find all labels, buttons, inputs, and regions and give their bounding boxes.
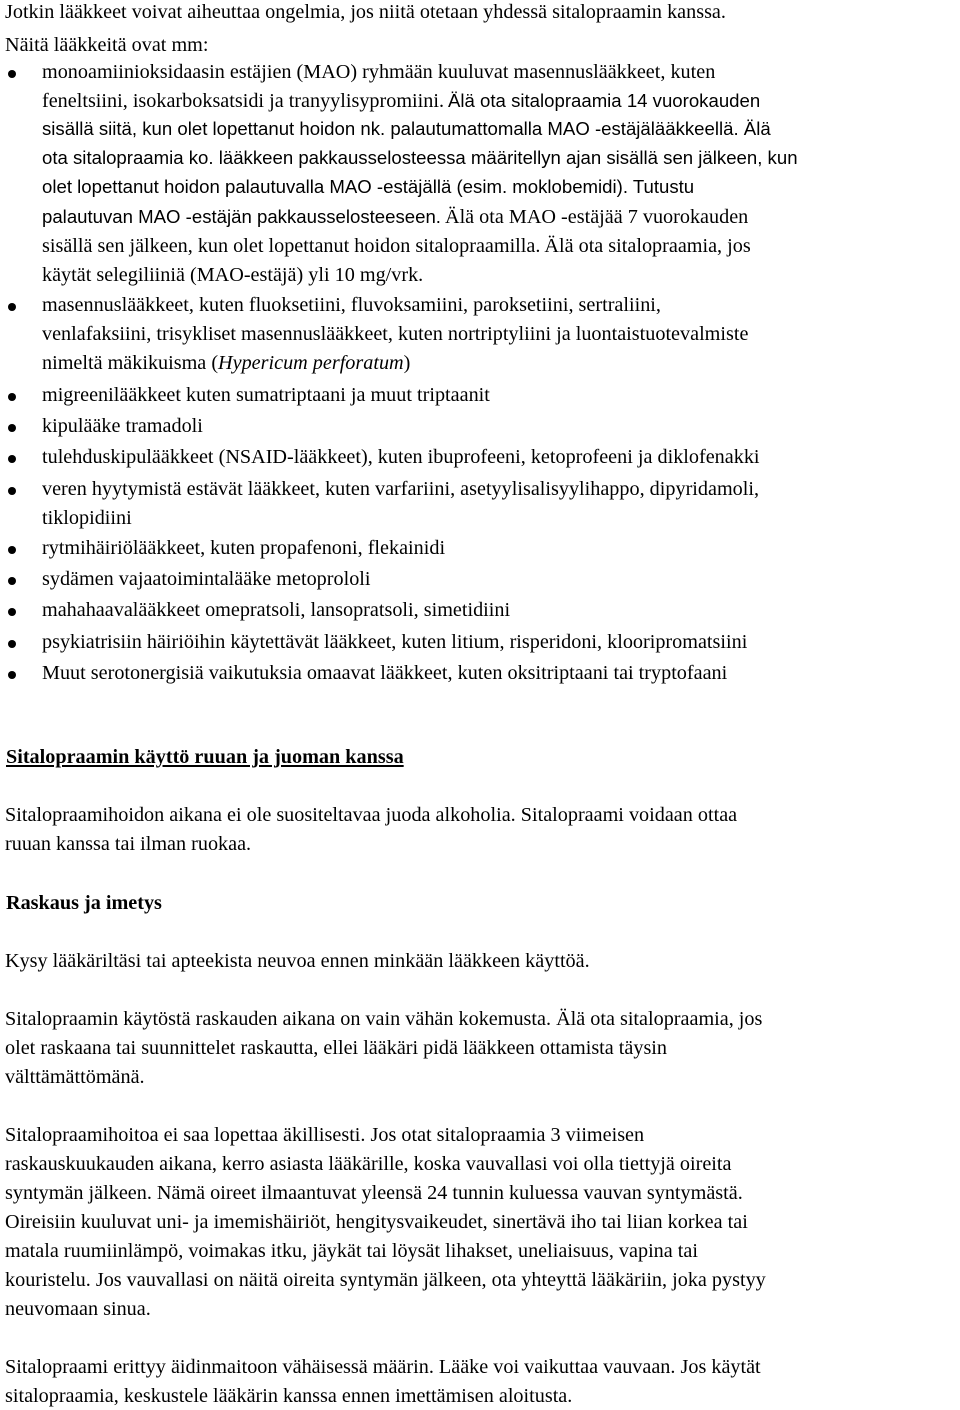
bullet-icon (8, 546, 16, 554)
section-heading-food: Sitalopraamin käyttö ruuan ja juoman kanssa (6, 746, 404, 768)
mao-line-4: ota sitalopraamia ko. lääkkeen pakkausselosteessa määritellyn ajan sisällä sen jälkeen, kun (42, 147, 798, 168)
food-line-1: Sitalopraamihoidon aikana ei ole suositeltavaa juoda alkoholia. Sitalopraami voidaan ottaa (5, 804, 738, 826)
ssri-line-3: nimeltä mäkikuisma (Hypericum perforatum) (42, 352, 411, 374)
mao-line-1: monoamiinioksidaasin estäjien (MAO) ryhmään kuuluvat masennuslääkkeet, kuten (42, 61, 716, 83)
ssri-line-1: masennuslääkkeet, kuten fluoksetiini, fluvoksamiini, paroksetiini, sertraliini, (42, 294, 661, 316)
ssri-line-2: venlafaksiini, trisykliset masennuslääkkeet, kuten nortriptyliini ja luontaistuotevalmiste (42, 323, 749, 345)
bullet-icon (8, 671, 16, 679)
bullet-icon (8, 577, 16, 585)
bullet-icon (8, 70, 16, 78)
bullet-icon (8, 455, 16, 463)
bullet-icon (8, 608, 16, 616)
mao-line-5: olet lopettanut hoidon palautuvalla MAO -estäjällä (esim. moklobemidi). Tutustu (42, 176, 695, 197)
bullet-icon (8, 424, 16, 432)
bullet-icon (8, 303, 16, 311)
mao-line-8: käytät selegiliiniä (MAO-estäjä) yli 10 mg/vrk. (42, 264, 424, 286)
document-page: Jotkin lääkkeet voivat aiheuttaa ongelmia, jos niitä otetaan yhdessä sitalopraamin kanssa. Näitä lääkkeitä ovat mm: monoamiinioksidaasin estäjien (MAO) ryhmään kuuluvat masennuslääkkeet, kuten feneltsiini, isokarboksatsidi ja tranyylisypromiini. Älä ota sitalopraamia 14 vuorokauden sisällä siitä, kun olet lopettanut hoidon nk. palautumattomalla MAO -estäjälääkkeellä. Älä ota sitalopraamia ko. lääkkeen pakkausselosteessa määritellyn ajan sisällä sen jälkeen, kun olet lopettanut hoidon palautuvalla MAO -estäjällä (esim. moklobemidi). Tutustu palautuvan MAO -estäjän pakkausselosteeseen. Älä ota MAO -estäjää 7 vuorokauden sisällä sen jälkeen, kun olet lopettanut hoidon sitalopraamilla. Älä ota sitalopraamia, jos käytät selegiliiniä (MAO-estäjä) yli 10 mg/vrk. masennuslääkkeet, kuten fluoksetiini, fluvoksamiini, paroksetiini, sertraliini, venlafaksiini, trisykliset masennuslääkkeet, kuten nortriptyliini ja luontaistuotevalmiste nimeltä mäkikuisma (Hypericum perforatum) migreenilääkkeet kuten sumatriptaani ja muut triptaanit kipulääke tramadoli tulehduskipulääkkeet (NSAID-lääkkeet), kuten ibuprofeeni, ketoprofeeni ja diklofenakki veren hyytymistä estävät lääkkeet, kuten varfariini, asetyylisalisyylihappo, dipyridamoli, tiklopidiini rytmihäiriölääkkeet, kuten propafenoni, flekainidi sydämen vajaatoimintalääke metoprololi mahahaavalääkkeet omepratsoli, lansopratsoli, simetidiini psykiatrisiin häiriöihin käytettävät lääkkeet, kuten litium, risperidoni, klooripromatsiini Muut serotonergisiä vaikutuksia omaavat lääkkeet, kuten oksitriptaani tai tryptofaani Sitalopraamin käyttö ruuan ja juoman kanssa Sitalopraamihoidon aikana ei ole suositeltavaa juoda alkoholia. Sitalopraami voidaan ottaa ruuan kanssa tai ilman ruokaa. Raskaus ja imetys Kysy lääkäriltäsi tai apteekista neuvoa ennen minkään lääkkeen käyttöä. Sitalopraamin käytöstä raskauden aikana on vain vähän kokemusta. Älä ota sitalopraamia, jos olet raskaana tai suunnittelet raskautta, ellei lääkäri pidä lääkkeen ottamista täysin välttämättömänä. Sitalopraamihoitoa ei saa lopettaa äkillisesti. Jos otat sitalopraamia 3 viimeisen raskauskuukauden aikana, kerro asiasta lääkärille, koska vauvallasi voi olla tiettyjä oireita syntymän jälkeen. Nämä oireet ilmaantuvat yleensä 24 tunnin kuluessa vauvan syntymästä. Oireisiin kuuluvat uni- ja imemishäiriöt, hengitysvaikeudet, sinertävä iho tai liian korkea tai matala ruumiinlämpö, voimakas itku, jäykät tai löysät lihakset, uneliaisuus, vapina tai kouristelu. Jos vauvallasi on näitä oireita syntymän jälkeen, ota yhteyttä lääkäriin, joka pystyy neuvomaan sinua. Sitalopraami erittyy äidinmaitoon vähäisessä määrin. Lääke voi vaikuttaa vauvaan. Jos käytät sitalopraamia, keskustele lääkärin kanssa ennen imettämisen aloitusta. (5, 1, 798, 1407)
intro-line-2: Näitä lääkkeitä ovat mm: (5, 34, 209, 56)
mao-line-2: feneltsiini, isokarboksatsidi ja tranyylisypromiini. Älä ota sitalopraamia 14 vuorokauden (42, 90, 761, 112)
mao-line-6: palautuvan MAO -estäjän pakkausselosteeseen. Älä ota MAO -estäjää 7 vuorokauden (42, 206, 749, 228)
mao-line-3: sisällä siitä, kun olet lopettanut hoidon nk. palautumattomalla MAO -estäjälääkkeellä. Älä (42, 118, 771, 139)
bullet-icon (8, 487, 16, 495)
pregnancy-paragraph-1: Kysy lääkäriltäsi tai apteekista neuvoa ennen minkään lääkkeen käyttöä. (5, 950, 590, 972)
food-line-2: ruuan kanssa tai ilman ruokaa. (5, 833, 252, 855)
section-heading-pregnancy: Raskaus ja imetys (6, 892, 162, 914)
intro-line-1: Jotkin lääkkeet voivat aiheuttaa ongelmia, jos niitä otetaan yhdessä sitalopraamin kanssa. (5, 1, 726, 23)
bullet-icon (8, 640, 16, 648)
bullet-icon (8, 393, 16, 401)
mao-line-7: sisällä sen jälkeen, kun olet lopettanut hoidon sitalopraamilla. Älä ota sitalopraamia, jos (42, 235, 751, 257)
